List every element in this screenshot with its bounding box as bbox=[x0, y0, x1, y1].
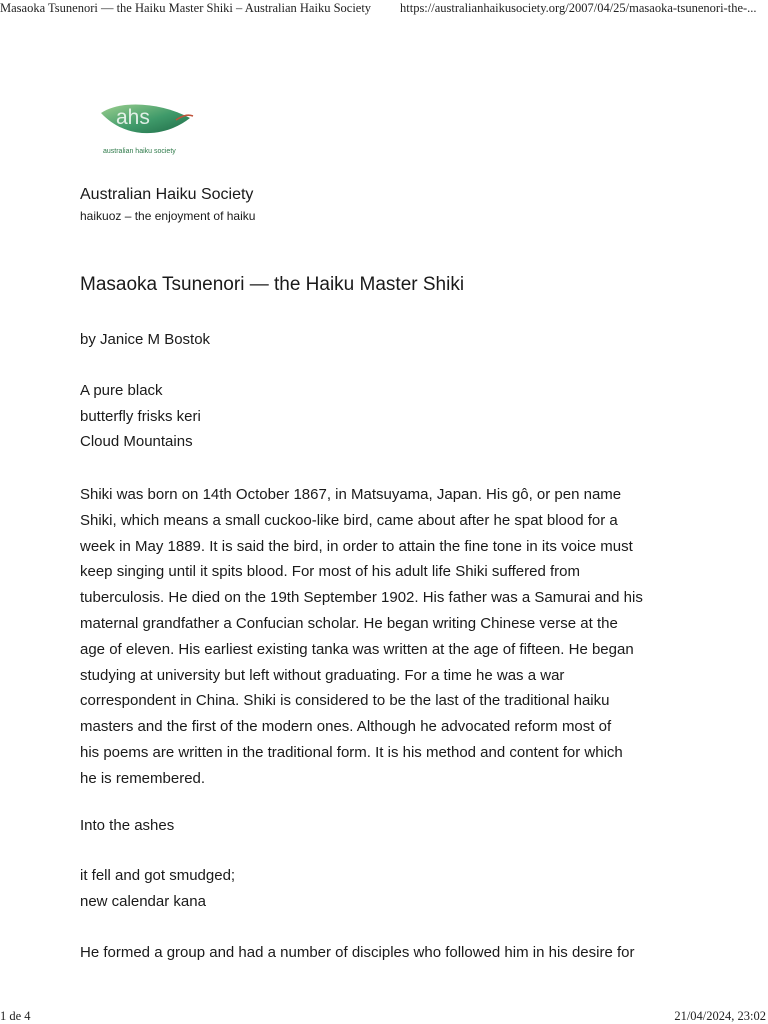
paragraph-line: Shiki, which means a small cuckoo-like bird, came about after he spat blood for a bbox=[80, 511, 618, 529]
poem-line: it fell and got smudged; bbox=[80, 867, 236, 884]
paragraph-line: masters and the first of the modern ones. Although he advocated reform most of bbox=[80, 718, 612, 736]
logo-letters: ahs bbox=[116, 106, 150, 129]
paragraph-1 bbox=[80, 482, 700, 792]
paragraph-line: Shiki was born on 14th October 1867, in Matsuyama, Japan. His gô, or pen name bbox=[80, 486, 622, 503]
haiku-poem-2 bbox=[80, 863, 235, 914]
poem-line: butterfly frisks keri bbox=[80, 407, 201, 425]
paragraph-line: keep singing until it spits blood. For most of his adult life Shiki suffered from bbox=[80, 563, 580, 581]
print-datetime: 21/04/2024, 23:02 bbox=[674, 1009, 766, 1023]
post-byline: by Janice M Bostok bbox=[80, 331, 211, 348]
site-logo[interactable] bbox=[98, 98, 198, 158]
paragraph-line: studying at university but left without graduating. For a time he was a war bbox=[80, 666, 565, 684]
site-tagline: haikuoz – the enjoyment of haiku bbox=[80, 209, 256, 223]
print-header-title: Masaoka Tsunenori — the Haiku Master Shiki – Australian Haiku Society bbox=[0, 1, 372, 15]
haiku-poem-2-line-1: Into the ashes bbox=[80, 817, 175, 834]
paragraph-line: he is remembered. bbox=[80, 769, 206, 787]
print-footer bbox=[0, 1009, 768, 1024]
paragraph-line: tuberculosis. He died on the 19th September 1902. His father was a Samurai and his bbox=[80, 589, 643, 607]
paragraph-line: his poems are written in the traditional form. It is his method and content for which bbox=[80, 743, 623, 761]
haiku-poem-1 bbox=[80, 378, 201, 455]
post-title: Masaoka Tsunenori — the Haiku Master Shiki bbox=[80, 274, 465, 295]
poem-line: A pure black bbox=[80, 382, 163, 399]
page-number: 1 de 4 bbox=[0, 1009, 31, 1023]
paragraph-line: correspondent in China. Shiki is considered to be the last of the traditional haiku bbox=[80, 692, 610, 710]
paragraph-line: age of eleven. His earliest existing tanka was written at the age of fifteen. He began bbox=[80, 640, 634, 658]
logo-caption: australian haiku society bbox=[103, 148, 176, 155]
print-header-url: https://australianhaikusociety.org/2007/04/25/masaoka-tsunenori-the-... bbox=[400, 1, 757, 15]
paragraph-line: maternal grandfather a Confucian scholar. He began writing Chinese verse at the bbox=[80, 614, 618, 632]
poem-line: Cloud Mountains bbox=[80, 433, 193, 450]
paragraph-2-start: He formed a group and had a number of disciples who followed him in his desire for bbox=[80, 944, 635, 961]
paragraph-line: week in May 1889. It is said the bird, in order to attain the fine tone in its voice must bbox=[80, 537, 633, 555]
print-header bbox=[0, 0, 768, 16]
poem-line: new calendar kana bbox=[80, 892, 206, 910]
site-title[interactable]: Australian Haiku Society bbox=[80, 186, 254, 203]
